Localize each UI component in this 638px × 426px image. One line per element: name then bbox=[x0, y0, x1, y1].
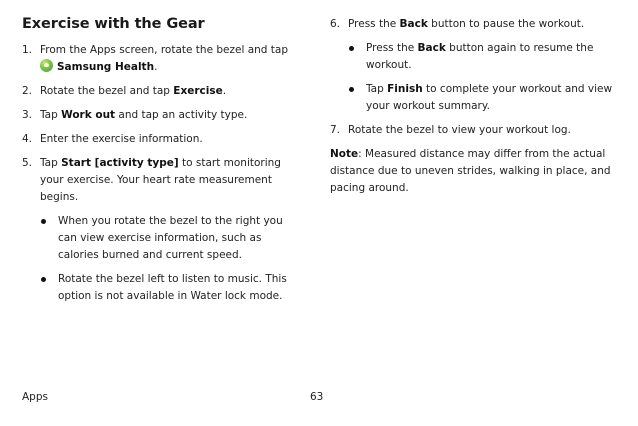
step-text: Rotate the bezel and tap bbox=[40, 85, 174, 97]
step-bold-term: Start [activity type] bbox=[61, 157, 179, 169]
bullet-bold-term: Finish bbox=[387, 83, 423, 95]
footer-page-number: 63 bbox=[310, 391, 324, 403]
footer-section-name: Apps bbox=[22, 391, 48, 403]
step-text: Rotate the bezel to view your workout log. bbox=[348, 124, 571, 136]
step-text: Tap bbox=[40, 109, 62, 121]
step-text: . bbox=[154, 61, 158, 73]
section-title: Exercise with the Gear bbox=[22, 16, 205, 32]
bullet-item bbox=[22, 271, 304, 305]
step-number: 7. bbox=[330, 124, 341, 136]
note-label: Note bbox=[330, 148, 359, 160]
step-text: and tap an activity type. bbox=[115, 109, 248, 121]
step-text: to start monitoring your exercise. Your heart rate measurement begins. bbox=[40, 157, 281, 203]
step-bold-term: Work out bbox=[61, 109, 116, 121]
note-paragraph bbox=[330, 146, 620, 197]
step-4 bbox=[22, 131, 304, 148]
note-text: : Measured distance may differ from the actual distance due to uneven strides, walking in place, and pacing around. bbox=[330, 148, 611, 194]
bullet-dot-icon bbox=[349, 87, 354, 92]
step-text: Press the bbox=[348, 18, 400, 30]
step-3 bbox=[22, 107, 304, 124]
left-column bbox=[22, 14, 304, 312]
bullet-item bbox=[330, 81, 620, 115]
step-text: Tap bbox=[40, 157, 62, 169]
samsung-health-app-icon bbox=[40, 59, 53, 72]
step-text: From the Apps screen, rotate the bezel and tap bbox=[40, 44, 289, 56]
bullet-item bbox=[22, 213, 304, 264]
bullet-dot-icon bbox=[41, 277, 46, 282]
step-7 bbox=[330, 122, 620, 139]
bullet-text: button again to resume the workout. bbox=[366, 42, 594, 71]
step-text: . bbox=[222, 85, 227, 97]
step-number: 1. bbox=[22, 44, 33, 56]
step-number: 6. bbox=[330, 18, 341, 30]
bullet-bold-term: Back bbox=[417, 42, 446, 54]
bullet-text: Tap bbox=[366, 83, 388, 95]
step-text: Enter the exercise information. bbox=[40, 133, 203, 145]
bullet-dot-icon bbox=[41, 219, 46, 224]
step-bold-term: Back bbox=[399, 18, 428, 30]
step-number: 4. bbox=[22, 133, 33, 145]
step-number: 2. bbox=[22, 85, 33, 97]
step-6 bbox=[330, 16, 620, 33]
step-bold-term: Exercise bbox=[173, 85, 223, 97]
bullet-item bbox=[330, 40, 620, 74]
step-5 bbox=[22, 155, 304, 206]
bullet-dot-icon bbox=[349, 46, 354, 51]
step-2 bbox=[22, 83, 304, 100]
right-column bbox=[330, 16, 620, 197]
step-number: 3. bbox=[22, 109, 33, 121]
step-bold-term: Samsung Health bbox=[57, 61, 155, 73]
step-text: button to pause the workout. bbox=[427, 18, 585, 30]
bullet-text: When you rotate the bezel to the right you can view exercise information, such as calories burned and current speed. bbox=[58, 215, 283, 261]
step-number: 5. bbox=[22, 157, 33, 169]
bullet-text: Rotate the bezel left to listen to music. This option is not available in Water lock mode. bbox=[58, 273, 287, 302]
step-1 bbox=[22, 42, 304, 76]
bullet-text: to complete your workout and view your workout summary. bbox=[366, 83, 613, 112]
bullet-text: Press the bbox=[366, 42, 418, 54]
